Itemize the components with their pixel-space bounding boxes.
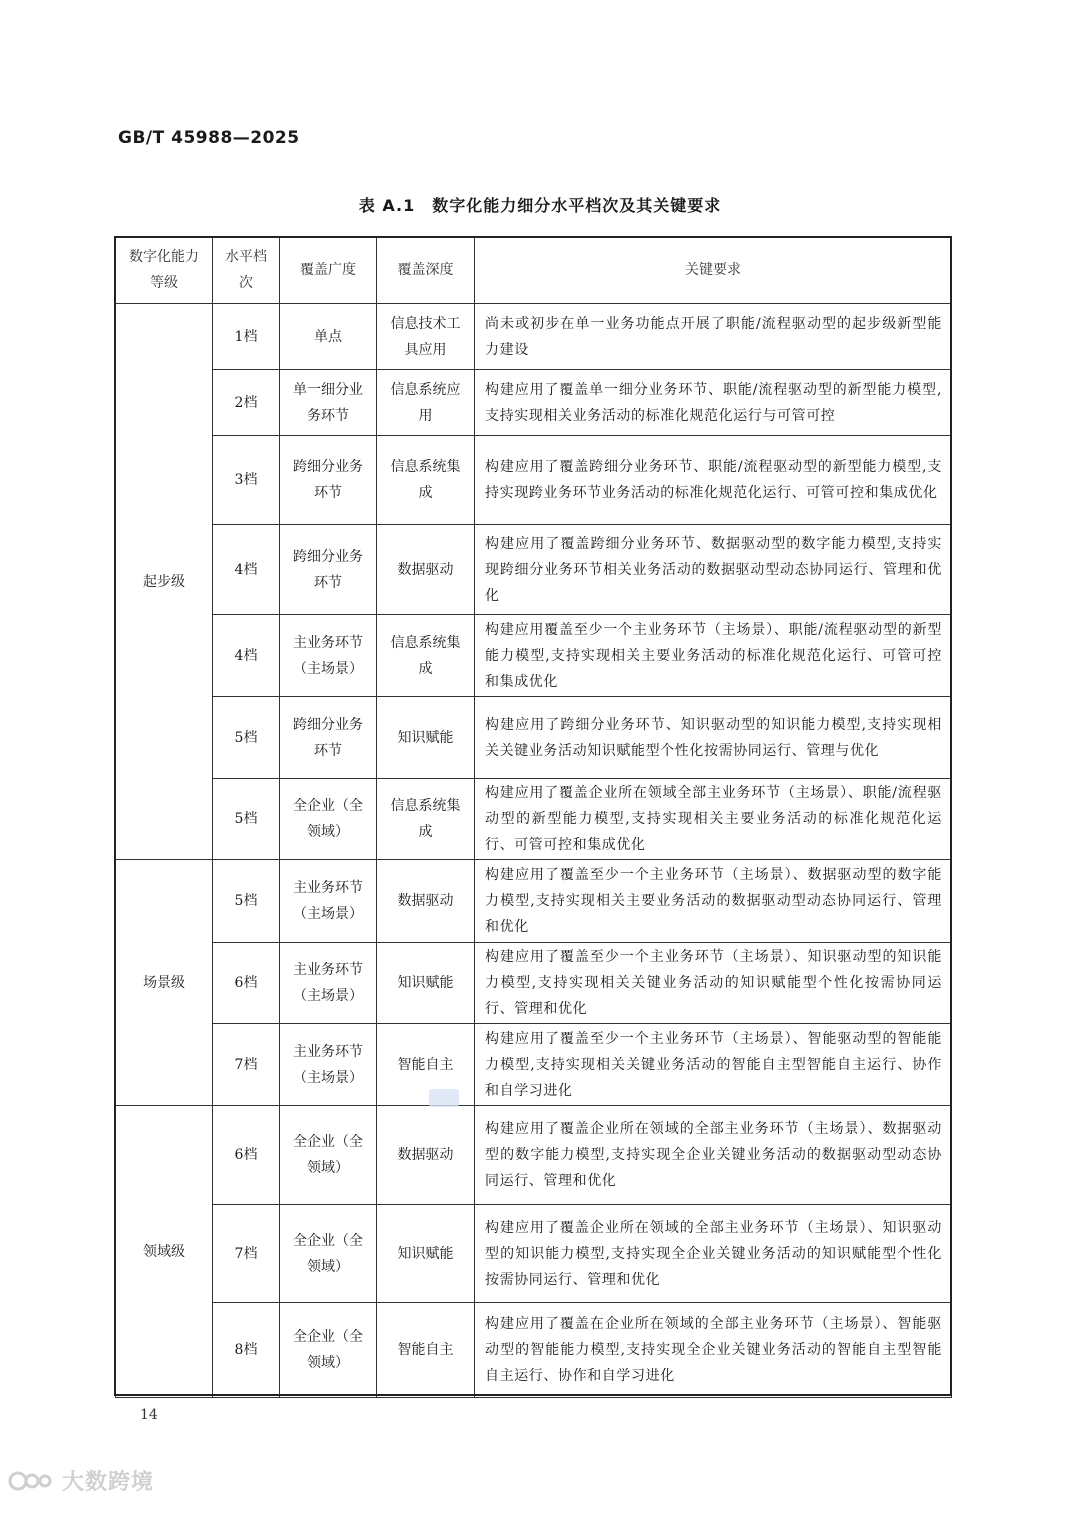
breadth-cell: 全企业（全领域）	[280, 1106, 377, 1205]
breadth-cell: 全企业（全领域）	[280, 1205, 377, 1303]
stamp-mark	[429, 1089, 459, 1107]
table-row	[116, 615, 952, 697]
requirement-cell: 构建应用了覆盖跨细分业务环节、职能/流程驱动型的新型能力模型,支持实现跨业务环节业务活动的标准化规范化运行、可管可控和集成优化	[475, 436, 952, 525]
requirement-cell: 构建应用覆盖至少一个主业务环节（主场景）、职能/流程驱动型的新型能力模型,支持实现相关主要业务活动的标准化规范化运行、可管可控和集成优化	[475, 615, 952, 697]
depth-cell: 数据驱动	[377, 1106, 475, 1205]
tier-cell: 4档	[213, 615, 280, 697]
tier-cell: 5档	[213, 697, 280, 779]
header-requirement: 关键要求	[475, 237, 952, 304]
depth-cell: 信息技术工具应用	[377, 304, 475, 370]
breadth-cell: 单一细分业务环节	[280, 370, 377, 436]
table-row	[116, 436, 952, 525]
depth-cell: 信息系统集成	[377, 436, 475, 525]
breadth-cell: 单点	[280, 304, 377, 370]
tier-cell: 7档	[213, 1205, 280, 1303]
watermark	[8, 1465, 154, 1496]
table-row	[116, 697, 952, 779]
tier-cell: 2档	[213, 370, 280, 436]
watermark-text: 大数跨境	[62, 1470, 155, 1495]
document-code: GB/T 45988—2025	[118, 128, 300, 148]
table-row	[116, 370, 952, 436]
capability-table	[115, 236, 952, 1398]
table-header-row	[116, 237, 952, 304]
depth-cell: 知识赋能	[377, 697, 475, 779]
table-row	[116, 304, 952, 370]
breadth-cell: 主业务环节（主场景）	[280, 615, 377, 697]
depth-cell: 智能自主	[377, 1024, 475, 1106]
tier-cell: 7档	[213, 1024, 280, 1106]
table-row	[116, 1024, 952, 1106]
breadth-cell: 全企业（全领域）	[280, 779, 377, 860]
requirement-cell: 构建应用了覆盖单一细分业务环节、职能/流程驱动型的新型能力模型,支持实现相关业务活动的标准化规范化运行与可管可控	[475, 370, 952, 436]
table-row	[116, 860, 952, 943]
requirement-cell: 构建应用了覆盖至少一个主业务环节（主场景）、知识驱动型的知识能力模型,支持实现相关关键业务活动的知识赋能型个性化按需协同运行、管理和优化	[475, 943, 952, 1024]
header-breadth: 覆盖广度	[280, 237, 377, 304]
table-title: 表 A.1 数字化能力细分水平档次及其关键要求	[358, 196, 722, 215]
tier-cell: 6档	[213, 943, 280, 1024]
breadth-cell: 全企业（全领域）	[280, 1303, 377, 1398]
breadth-cell: 主业务环节（主场景）	[280, 1024, 377, 1106]
table-row	[116, 1106, 952, 1205]
breadth-cell: 主业务环节（主场景）	[280, 943, 377, 1024]
watermark-logo-icon	[8, 1469, 56, 1493]
table-row	[116, 1303, 952, 1398]
requirement-cell: 构建应用了覆盖在企业所在领域的全部主业务环节（主场景）、智能驱动型的智能能力模型,支持实现全企业关键业务活动的智能自主型智能自主运行、协作和自学习进化	[475, 1303, 952, 1398]
table-row	[116, 779, 952, 860]
requirement-cell: 构建应用了覆盖企业所在领域的全部主业务环节（主场景）、知识驱动型的知识能力模型,支持实现全企业关键业务活动的知识赋能型个性化按需协同运行、管理和优化	[475, 1205, 952, 1303]
breadth-cell: 跨细分业务环节	[280, 436, 377, 525]
table-row	[116, 943, 952, 1024]
level-cell: 领域级	[116, 1106, 213, 1398]
depth-cell: 信息系统应用	[377, 370, 475, 436]
tier-cell: 3档	[213, 436, 280, 525]
requirement-cell: 构建应用了覆盖跨细分业务环节、数据驱动型的数字能力模型,支持实现跨细分业务环节相关业务活动的数据驱动型动态协同运行、管理和优化	[475, 525, 952, 615]
requirement-cell: 构建应用了覆盖至少一个主业务环节（主场景）、智能驱动型的智能能力模型,支持实现相关关键业务活动的智能自主型智能自主运行、协作和自学习进化	[475, 1024, 952, 1106]
table-row	[116, 525, 952, 615]
requirement-cell: 构建应用了覆盖企业所在领域的全部主业务环节（主场景）、数据驱动型的数字能力模型,支持实现全企业关键业务活动的数据驱动型动态协同运行、管理和优化	[475, 1106, 952, 1205]
depth-cell: 信息系统集成	[377, 779, 475, 860]
depth-cell: 智能自主	[377, 1303, 475, 1398]
tier-cell: 8档	[213, 1303, 280, 1398]
requirement-cell: 构建应用了覆盖至少一个主业务环节（主场景）、数据驱动型的数字能力模型,支持实现相关主要业务活动的数据驱动型动态协同运行、管理和优化	[475, 860, 952, 943]
level-cell: 场景级	[116, 860, 213, 1106]
page-number: 14	[140, 1407, 158, 1423]
breadth-cell: 跨细分业务环节	[280, 525, 377, 615]
tier-cell: 5档	[213, 860, 280, 943]
breadth-cell: 主业务环节（主场景）	[280, 860, 377, 943]
table-body	[116, 304, 952, 1398]
depth-cell: 数据驱动	[377, 525, 475, 615]
requirement-cell: 构建应用了跨细分业务环节、知识驱动型的知识能力模型,支持实现相关关键业务活动知识赋能型个性化按需协同运行、管理与优化	[475, 697, 952, 779]
requirement-cell: 尚未或初步在单一业务功能点开展了职能/流程驱动型的起步级新型能力建设	[475, 304, 952, 370]
depth-cell: 知识赋能	[377, 1205, 475, 1303]
table-row	[116, 1205, 952, 1303]
tier-cell: 4档	[213, 525, 280, 615]
breadth-cell: 跨细分业务环节	[280, 697, 377, 779]
header-level: 数字化能力等级	[116, 237, 213, 304]
header-tier: 水平档次	[213, 237, 280, 304]
tier-cell: 1档	[213, 304, 280, 370]
depth-cell: 信息系统集成	[377, 615, 475, 697]
header-depth: 覆盖深度	[377, 237, 475, 304]
depth-cell: 知识赋能	[377, 943, 475, 1024]
tier-cell: 6档	[213, 1106, 280, 1205]
depth-cell: 数据驱动	[377, 860, 475, 943]
tier-cell: 5档	[213, 779, 280, 860]
requirement-cell: 构建应用了覆盖企业所在领域全部主业务环节（主场景）、职能/流程驱动型的新型能力模型,支持实现相关主要业务活动的标准化规范化运行、可管可控和集成优化	[475, 779, 952, 860]
level-cell: 起步级	[116, 304, 213, 860]
